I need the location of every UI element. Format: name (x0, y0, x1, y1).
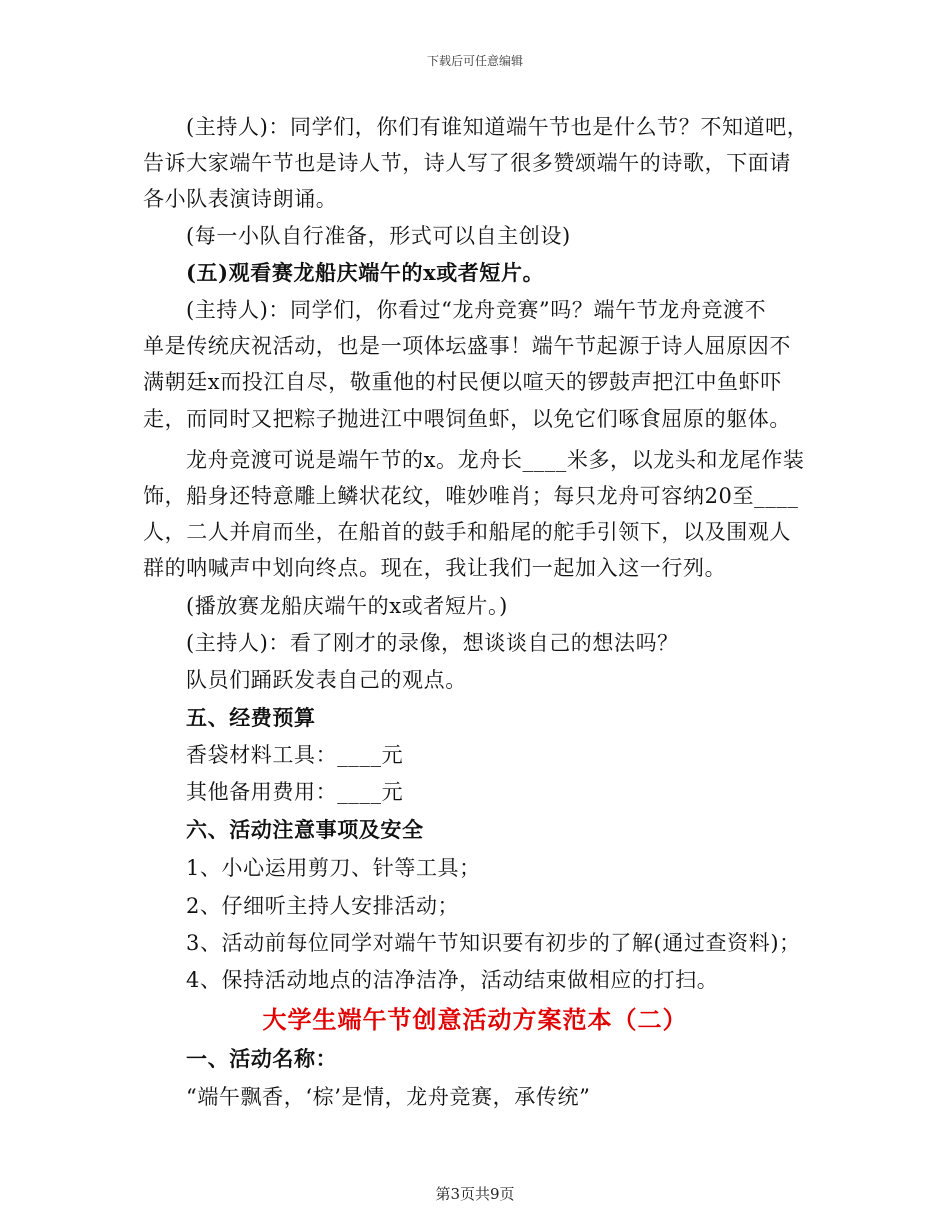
safety-item: 1、小心运用剪刀、针等工具； (186, 856, 481, 880)
safety-item: 4、保持活动地点的洁净洁净，活动结束做相应的打扫。 (186, 968, 719, 992)
paragraph-line: 人，二人并肩而坐，在船首的鼓手和船尾的舵手引领下，以及围观人 (143, 520, 791, 544)
paragraph-line: (主持人)：看了刚才的录像，想谈谈自己的想法吗？ (186, 631, 679, 655)
page-number: 第3页共9页 (435, 1185, 515, 1203)
paragraph-line: (主持人)：同学们，你们有谁知道端午节也是什么节？不知道吧， (186, 115, 809, 139)
section-heading: (五)观看赛龙船庆端午的x或者短片。 (186, 260, 545, 285)
budget-item: 其他备用费用：____元 (186, 780, 404, 804)
paragraph-line: (主持人)：同学们，你看过“龙舟竞赛”吗？端午节龙舟竞渡不 (186, 298, 767, 322)
page-header-note: 下载后可任意编辑 (426, 54, 523, 68)
section-heading-safety: 六、活动注意事项及安全 (186, 817, 424, 842)
paragraph-line: (每一小队自行准备，形式可以自主创设) (186, 224, 571, 248)
section-heading-activity-name: 一、活动名称： (186, 1046, 338, 1071)
section-heading-budget: 五、经费预算 (186, 705, 316, 730)
document-title-part-two: 大学生端午节创意活动方案范本（二） (262, 1005, 688, 1034)
paragraph-line: 龙舟竞渡可说是端午节的x。龙舟长____米多，以龙头和龙尾作装 (186, 448, 805, 472)
paragraph-line: 满朝廷x而投江自尽，敬重他的村民便以喧天的锣鼓声把江中鱼虾吓 (143, 370, 782, 394)
budget-item: 香袋材料工具：____元 (186, 743, 404, 767)
safety-item: 3、活动前每位同学对端午节知识要有初步的了解(通过查资料)； (186, 931, 801, 955)
paragraph-line: 群的呐喊声中划向终点。现在，我让我们一起加入这一行列。 (143, 556, 727, 580)
safety-item: 2、仔细听主持人安排活动； (186, 894, 460, 918)
paragraph-line: 饰，船身还特意雕上鳞状花纹，唯妙唯肖；每只龙舟可容纳20至____ (143, 484, 799, 508)
paragraph-line: 走，而同时又把粽子抛进江中喂饲鱼虾，以免它们啄食屈原的躯体。 (143, 407, 791, 431)
paragraph-line: 各小队表演诗朗诵。 (143, 187, 338, 211)
activity-name-text: “端午飘香，‘棕’是情，龙舟竞赛，承传统” (186, 1085, 591, 1109)
paragraph-line: 单是传统庆祝活动，也是一项体坛盛事！端午节起源于诗人屈原因不 (143, 334, 791, 358)
paragraph-line: (播放赛龙船庆端午的x或者短片。) (186, 594, 508, 618)
paragraph-line: 告诉大家端午节也是诗人节，诗人写了很多赞颂端午的诗歌，下面请 (143, 151, 791, 175)
paragraph-line: 队员们踊跃发表自己的观点。 (186, 668, 467, 692)
